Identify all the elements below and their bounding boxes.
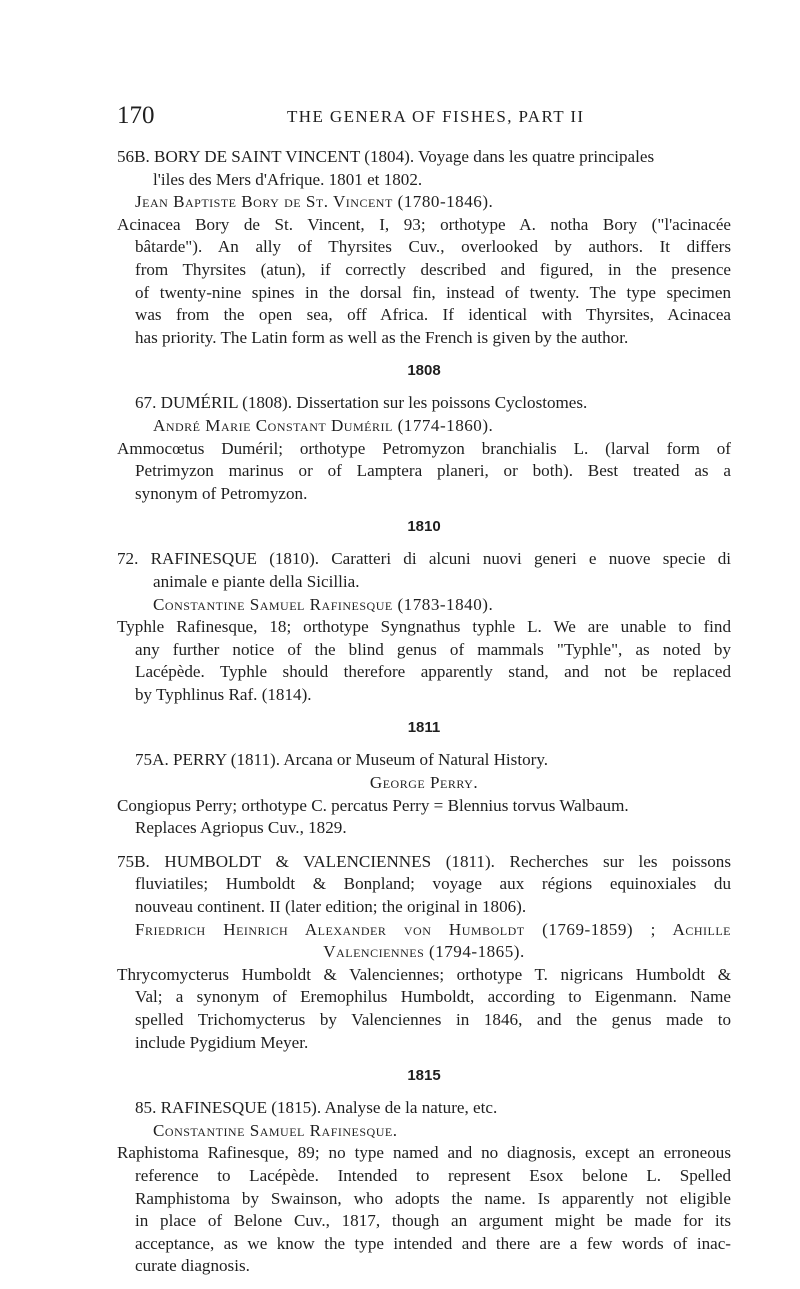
entry-85 [117,1097,731,1278]
genus-text-line: Raphistoma Rafinesque, 89; no type named and no diagnosis, except an erroneous [117,1143,731,1163]
genus-text-line: Ammocœtus Duméril; orthotype Petromyzon branchialis L. (larval form of [117,438,731,458]
genus-text-line: of twenty-nine spines in the dorsal fin, instead of twenty. The type specimen [135,282,731,302]
year-heading: 1808 [407,362,441,380]
page-body [117,146,731,1289]
running-title: THE GENERA OF FISHES, PART II [287,107,585,126]
year-heading: 1815 [407,1067,441,1085]
genus-text-line: Ramphistoma by Swainson, who adopts the name. Is apparently not eligible [135,1188,731,1208]
citation-line: animale e piante della Sicillia. [153,571,360,591]
citation-line: 56B. BORY DE SAINT VINCENT (1804). Voyage dans les quatre principales [117,147,655,166]
entry-75b [117,851,731,1054]
citation-line: 67. DUMÉRIL (1808). Dissertation sur les poissons Cyclostomes. [135,393,588,413]
genus-text-line: Petrimyzon marinus or of Lamptera planeri, or both). Best treated as a [135,461,731,481]
genus-text-line: acceptance, as we know the type intended and there are a few words of inac- [135,1233,731,1253]
genus-text-line: from Thyrsites (atun), if correctly described and figured, in the presence [135,259,731,279]
entry-72 [117,548,731,706]
citation-line: nouveau continent. II (later edition; the original in 1806). [135,897,527,917]
genus-text-line: bâtarde"). An ally of Thyrsites Cuv., overlooked by authors. It differs [135,237,731,257]
entry-67 [117,392,731,505]
year-heading: 1811 [407,719,441,737]
genus-text-line: was from the open sea, off Africa. If identical with Thyrsites, Acinacea [135,305,731,325]
year-heading: 1810 [407,518,441,536]
genus-text-line: in place of Belone Cuv., 1817, though an argument might be made for its [135,1211,731,1231]
genus-text-line: include Pygidium Meyer. [135,1032,309,1052]
genus-text-line: Lacépède. Typhle should therefore apparently stand, and not be replaced [135,662,731,682]
genus-text-line: reference to Lacépède. Intended to represent Esox belone L. Spelled [135,1165,731,1185]
entry-56b [117,146,731,349]
genus-text-line: curate diagnosis. [135,1256,250,1276]
genus-text-line: any further notice of the blind genus of mammals "Typhle", as noted by [135,639,731,659]
genus-text-line: Replaces Agriopus Cuv., 1829. [135,818,347,838]
citation-line: 85. RAFINESQUE (1815). Analyse de la nature, etc. [135,1098,498,1118]
genus-text-line: Typhle Rafinesque, 18; orthotype Syngnathus typhle L. We are unable to find [117,617,731,637]
author-name: Jean Baptiste Bory de St. Vincent (1780-1846). [135,192,494,212]
genus-text-line: by Typhlinus Raf. (1814). [135,684,312,704]
author-name: Constantine Samuel Rafinesque. [153,1120,398,1140]
citation-line: fluviatiles; Humboldt & Bonpland; voyage aux régions equinoxiales du [135,874,731,894]
running-header [117,102,717,132]
citation-line: 75B. HUMBOLDT & VALENCIENNES (1811). Recherches sur les poissons [117,851,731,871]
genus-text-line: Acinacea Bory de St. Vincent, I, 93; orthotype A. notha Bory ("l'acinacée [117,214,731,234]
genus-text-line: has priority. The Latin form as well as the French is given by the author. [135,327,629,347]
genus-text-line: Thrycomycterus Humboldt & Valenciennes; orthotype T. nigricans Humboldt & [117,964,731,984]
entry-75a [117,749,731,839]
citation-line: 72. RAFINESQUE (1810). Caratteri di alcuni nuovi generi e nuove specie di [117,549,731,569]
genus-text-line: Val; a synonym of Eremophilus Humboldt, according to Eigenmann. Name [135,987,731,1007]
author-name: Valenciennes (1794-1865). [323,942,525,962]
genus-text-line: synonym of Petromyzon. [135,483,308,503]
author-name: Friedrich Heinrich Alexander von Humboldt (1769-1859) ; Achille [135,919,731,939]
genus-text-line: Congiopus Perry; orthotype C. percatus Perry = Blennius torvus Walbaum. [117,795,629,815]
citation-line: 75A. PERRY (1811). Arcana or Museum of Natural History. [135,750,549,770]
author-name: Constantine Samuel Rafinesque (1783-1840). [153,594,494,614]
page-number: 170 [117,102,155,129]
author-name: George Perry. [369,773,479,793]
author-name: André Marie Constant Duméril (1774-1860). [153,415,494,435]
genus-text-line: spelled Trichomycterus by Valenciennes in 1846, and the genus made to [135,1010,731,1029]
citation-line: l'iles des Mers d'Afrique. 1801 et 1802. [153,169,423,189]
